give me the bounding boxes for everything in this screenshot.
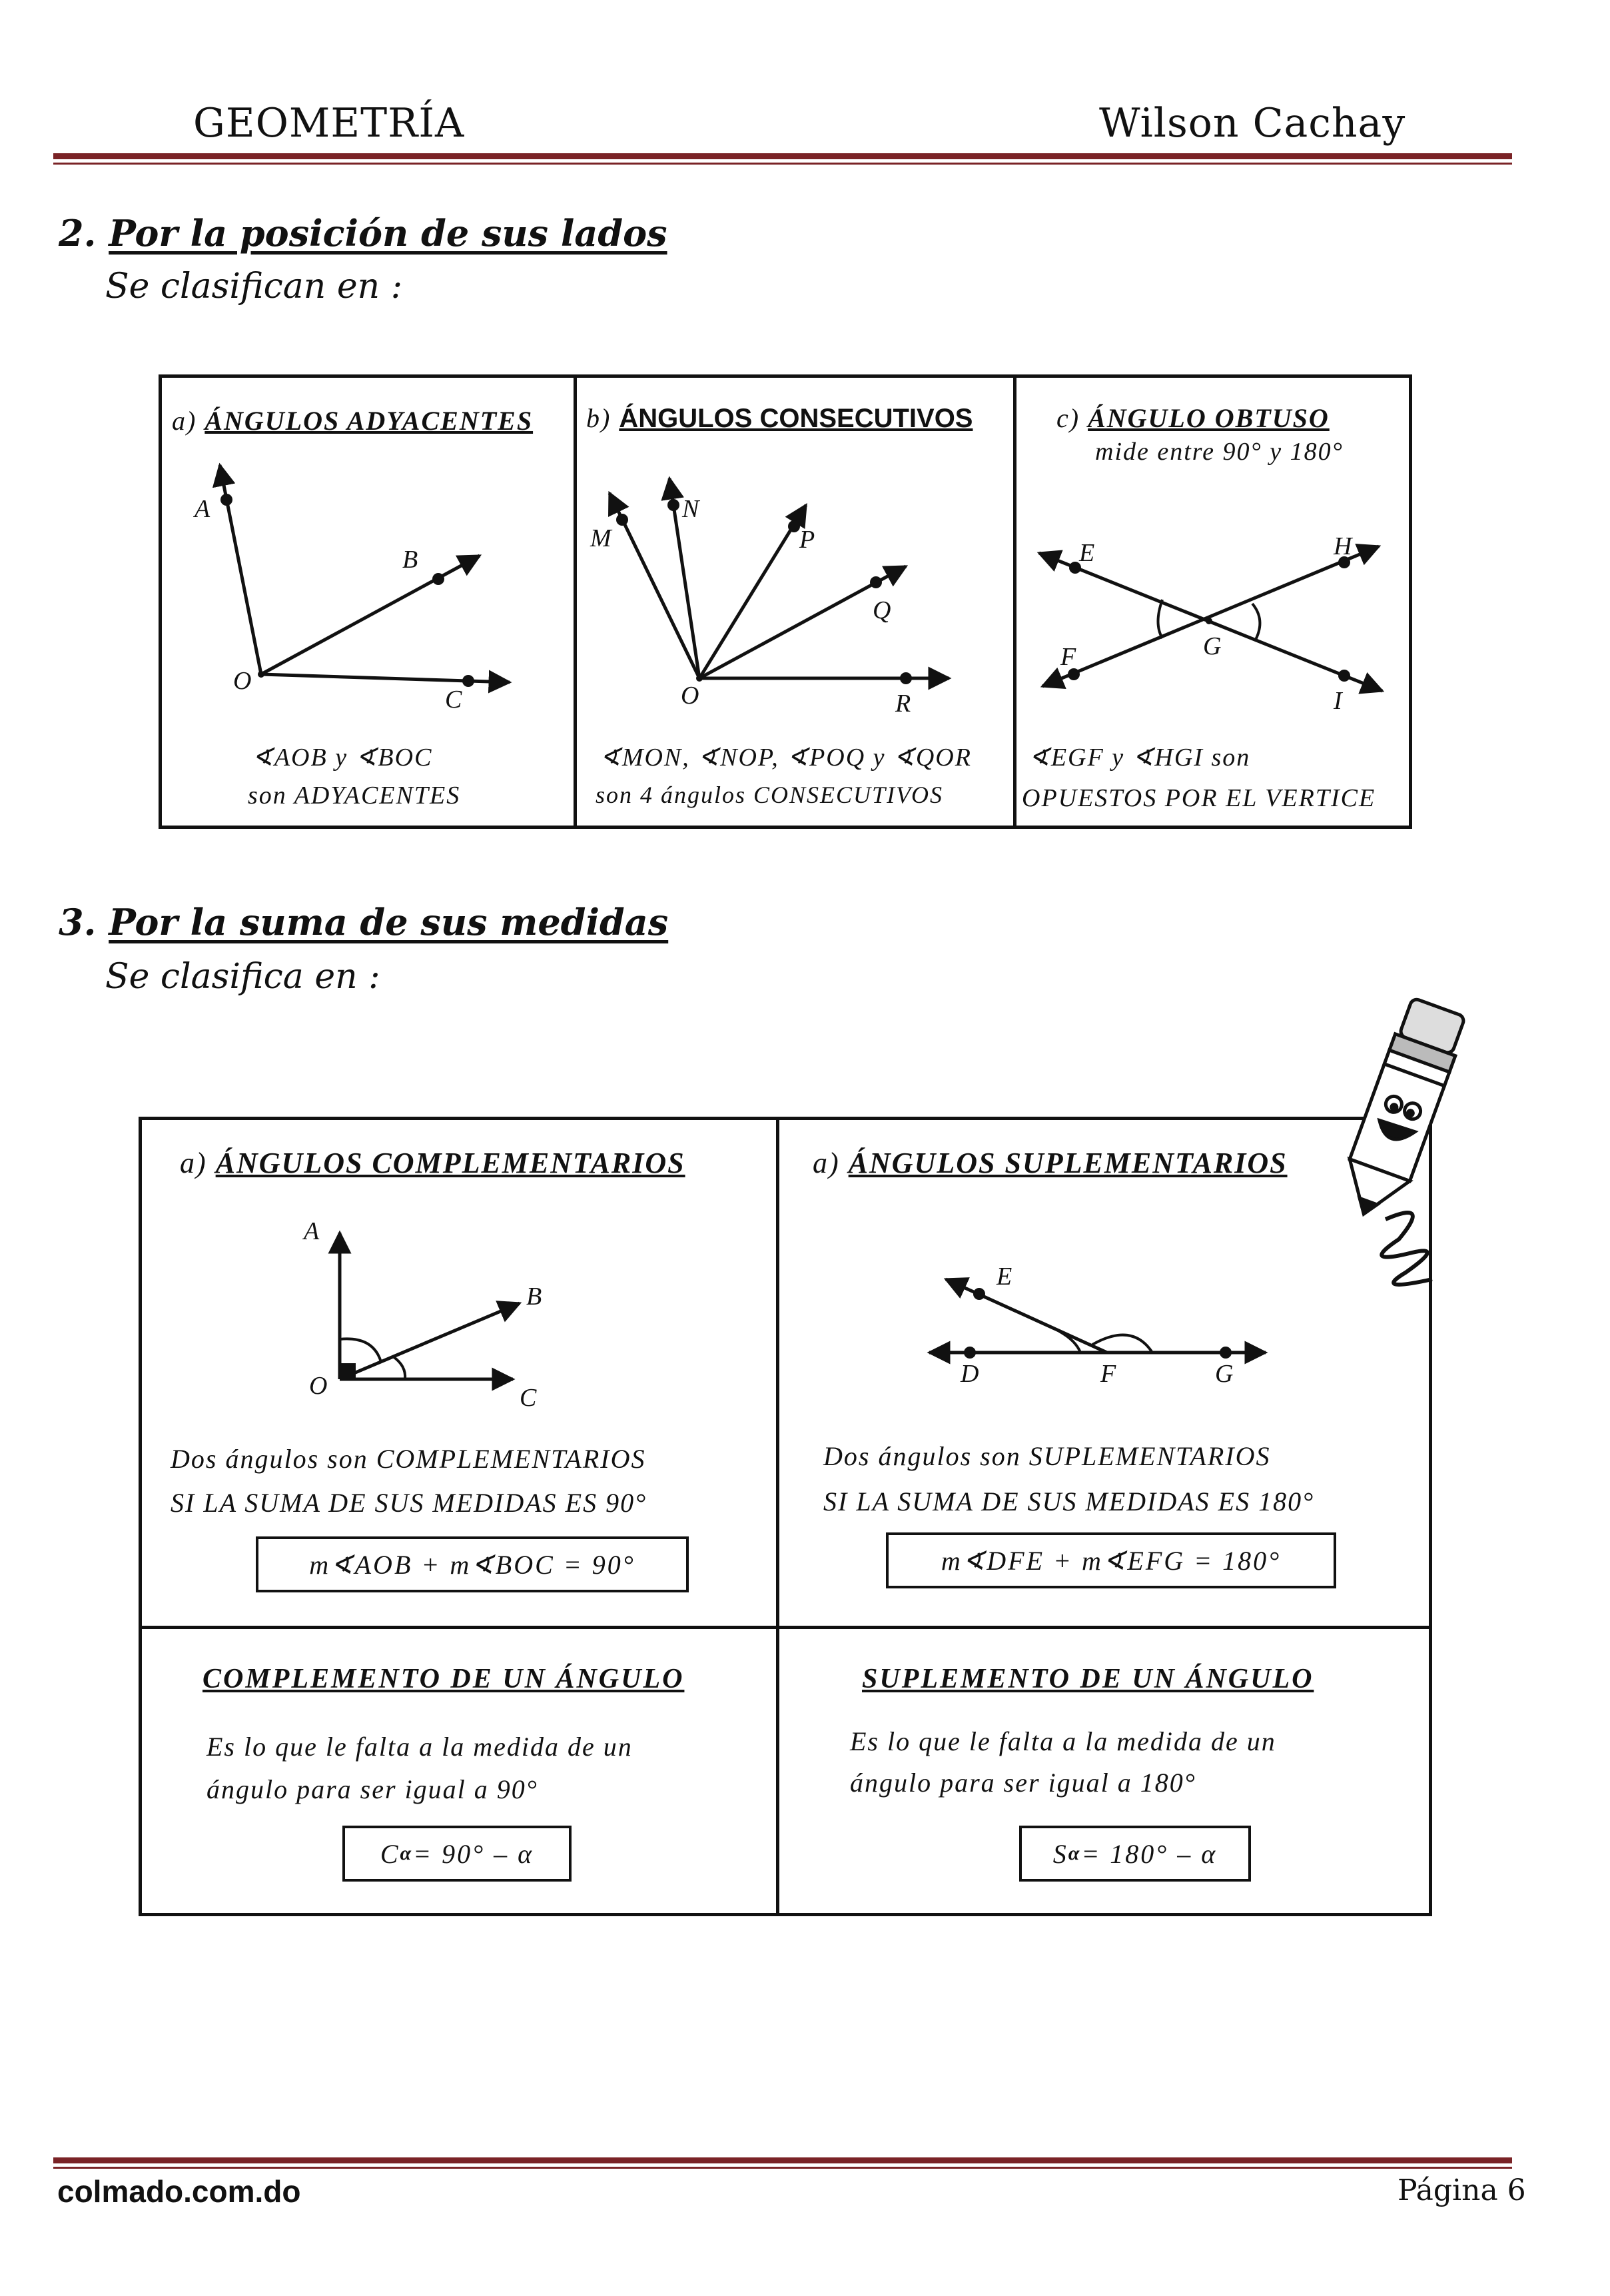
- complemento-title: COMPLEMENTO DE UN ÁNGULO: [202, 1664, 685, 1694]
- suplemento-formula-letter: S: [1052, 1838, 1068, 1869]
- supl-prefix: a): [813, 1147, 840, 1179]
- panel-c-prefix: c): [1056, 403, 1080, 433]
- comp-text-2: SI LA SUMA DE SUS MEDIDAS ES 90°: [171, 1488, 647, 1518]
- label-g: G: [1203, 632, 1222, 660]
- label-r: R: [895, 690, 911, 718]
- suplemento-text-2: ángulo para ser igual a 180°: [850, 1768, 1196, 1798]
- panel-c-caption-1: ∢EGF y ∢HGI son: [1028, 744, 1251, 772]
- supl-text-1: Dos ángulos son SUPLEMENTARIOS: [823, 1441, 1271, 1471]
- label-d: D: [961, 1360, 979, 1388]
- panel-a-caption-2: son ADYACENTES: [248, 782, 461, 810]
- panel-b-caption-2: son 4 ángulos CONSECUTIVOS: [596, 782, 943, 808]
- section2-subtitle: Se clasifican en :: [105, 267, 403, 306]
- label-b: B: [402, 546, 418, 574]
- label-o: O: [233, 667, 252, 695]
- label-f: F: [1060, 643, 1076, 671]
- label-a: A: [195, 495, 210, 523]
- footer-left: colmado.com.do: [57, 2174, 301, 2209]
- suplemento-title: SUPLEMENTO DE UN ÁNGULO: [862, 1664, 1314, 1694]
- suplemento-formula-sub: α: [1068, 1842, 1082, 1864]
- supl-formula: m∢DFE + m∢EFG = 180°: [886, 1532, 1336, 1588]
- panel-b-caption-1: ∢MON, ∢NOP, ∢POQ y ∢QOR: [600, 744, 972, 772]
- label-o-b: O: [681, 682, 699, 710]
- complemento-formula-letter: C: [380, 1838, 400, 1869]
- header-left: GEOMETRÍA: [193, 100, 465, 147]
- label-m: M: [590, 524, 611, 552]
- label-n: N: [682, 495, 699, 523]
- panel-c-title-text: ÁNGULO OBTUSO: [1088, 403, 1330, 433]
- comp-text-1: Dos ángulos son COMPLEMENTARIOS: [171, 1444, 646, 1474]
- label-e-supl: E: [997, 1263, 1012, 1291]
- section3-number: 3.: [59, 901, 97, 943]
- panel-a-title-text: ÁNGULOS ADYACENTES: [204, 406, 534, 436]
- supl-title-text: ÁNGULOS SUPLEMENTARIOS: [848, 1147, 1288, 1179]
- section3-title-text: Por la suma de sus medidas: [109, 901, 669, 943]
- label-h: H: [1334, 532, 1352, 560]
- supl-text-2: SI LA SUMA DE SUS MEDIDAS ES 180°: [823, 1486, 1315, 1516]
- complemento-text-2: ángulo para ser igual a 90°: [206, 1774, 538, 1804]
- label-p: P: [799, 526, 815, 554]
- section2-number: 2.: [59, 212, 97, 255]
- comp-formula: m∢AOB + m∢BOC = 90°: [256, 1536, 689, 1592]
- label-o-comp: O: [309, 1372, 328, 1400]
- label-c: C: [445, 686, 462, 714]
- label-g-supl2: G: [1215, 1360, 1234, 1388]
- label-i: I: [1334, 687, 1342, 715]
- panel-a-prefix: a): [172, 406, 197, 436]
- footer-right: Página 6: [1398, 2173, 1526, 2207]
- label-c-comp: C: [520, 1384, 537, 1412]
- label-b-comp: B: [526, 1283, 542, 1311]
- panel-a-caption-1: ∢AOB y ∢BOC: [252, 744, 433, 772]
- complemento-formula-sub: α: [400, 1842, 414, 1864]
- panel-c-subtitle: mide entre 90° y 180°: [1095, 438, 1344, 466]
- comp-prefix: a): [180, 1147, 207, 1179]
- comp-title-text: ÁNGULOS COMPLEMENTARIOS: [215, 1147, 685, 1179]
- label-f-supl: F: [1100, 1360, 1116, 1388]
- complemento-text-1: Es lo que le falta a la medida de un: [206, 1732, 633, 1762]
- footer-rule: [53, 2157, 1512, 2169]
- panel-b-title-text: ÁNGULOS CONSECUTIVOS: [619, 404, 973, 433]
- complemento-formula-rest: = 90° – α: [413, 1838, 534, 1869]
- label-a-comp: A: [304, 1217, 320, 1245]
- panel-c-caption-2: OPUESTOS POR EL VERTICE: [1022, 784, 1376, 812]
- section3-subtitle: Se clasifica en :: [105, 957, 380, 997]
- label-e: E: [1079, 539, 1095, 567]
- header-right: Wilson Cachay: [1099, 100, 1406, 147]
- label-q: Q: [873, 596, 891, 624]
- suplemento-formula-rest: = 180° – α: [1081, 1838, 1218, 1869]
- panel-b-prefix: b): [586, 403, 611, 433]
- suplemento-text-1: Es lo que le falta a la medida de un: [850, 1726, 1276, 1756]
- section2-title-text: Por la posición de sus lados: [109, 212, 667, 255]
